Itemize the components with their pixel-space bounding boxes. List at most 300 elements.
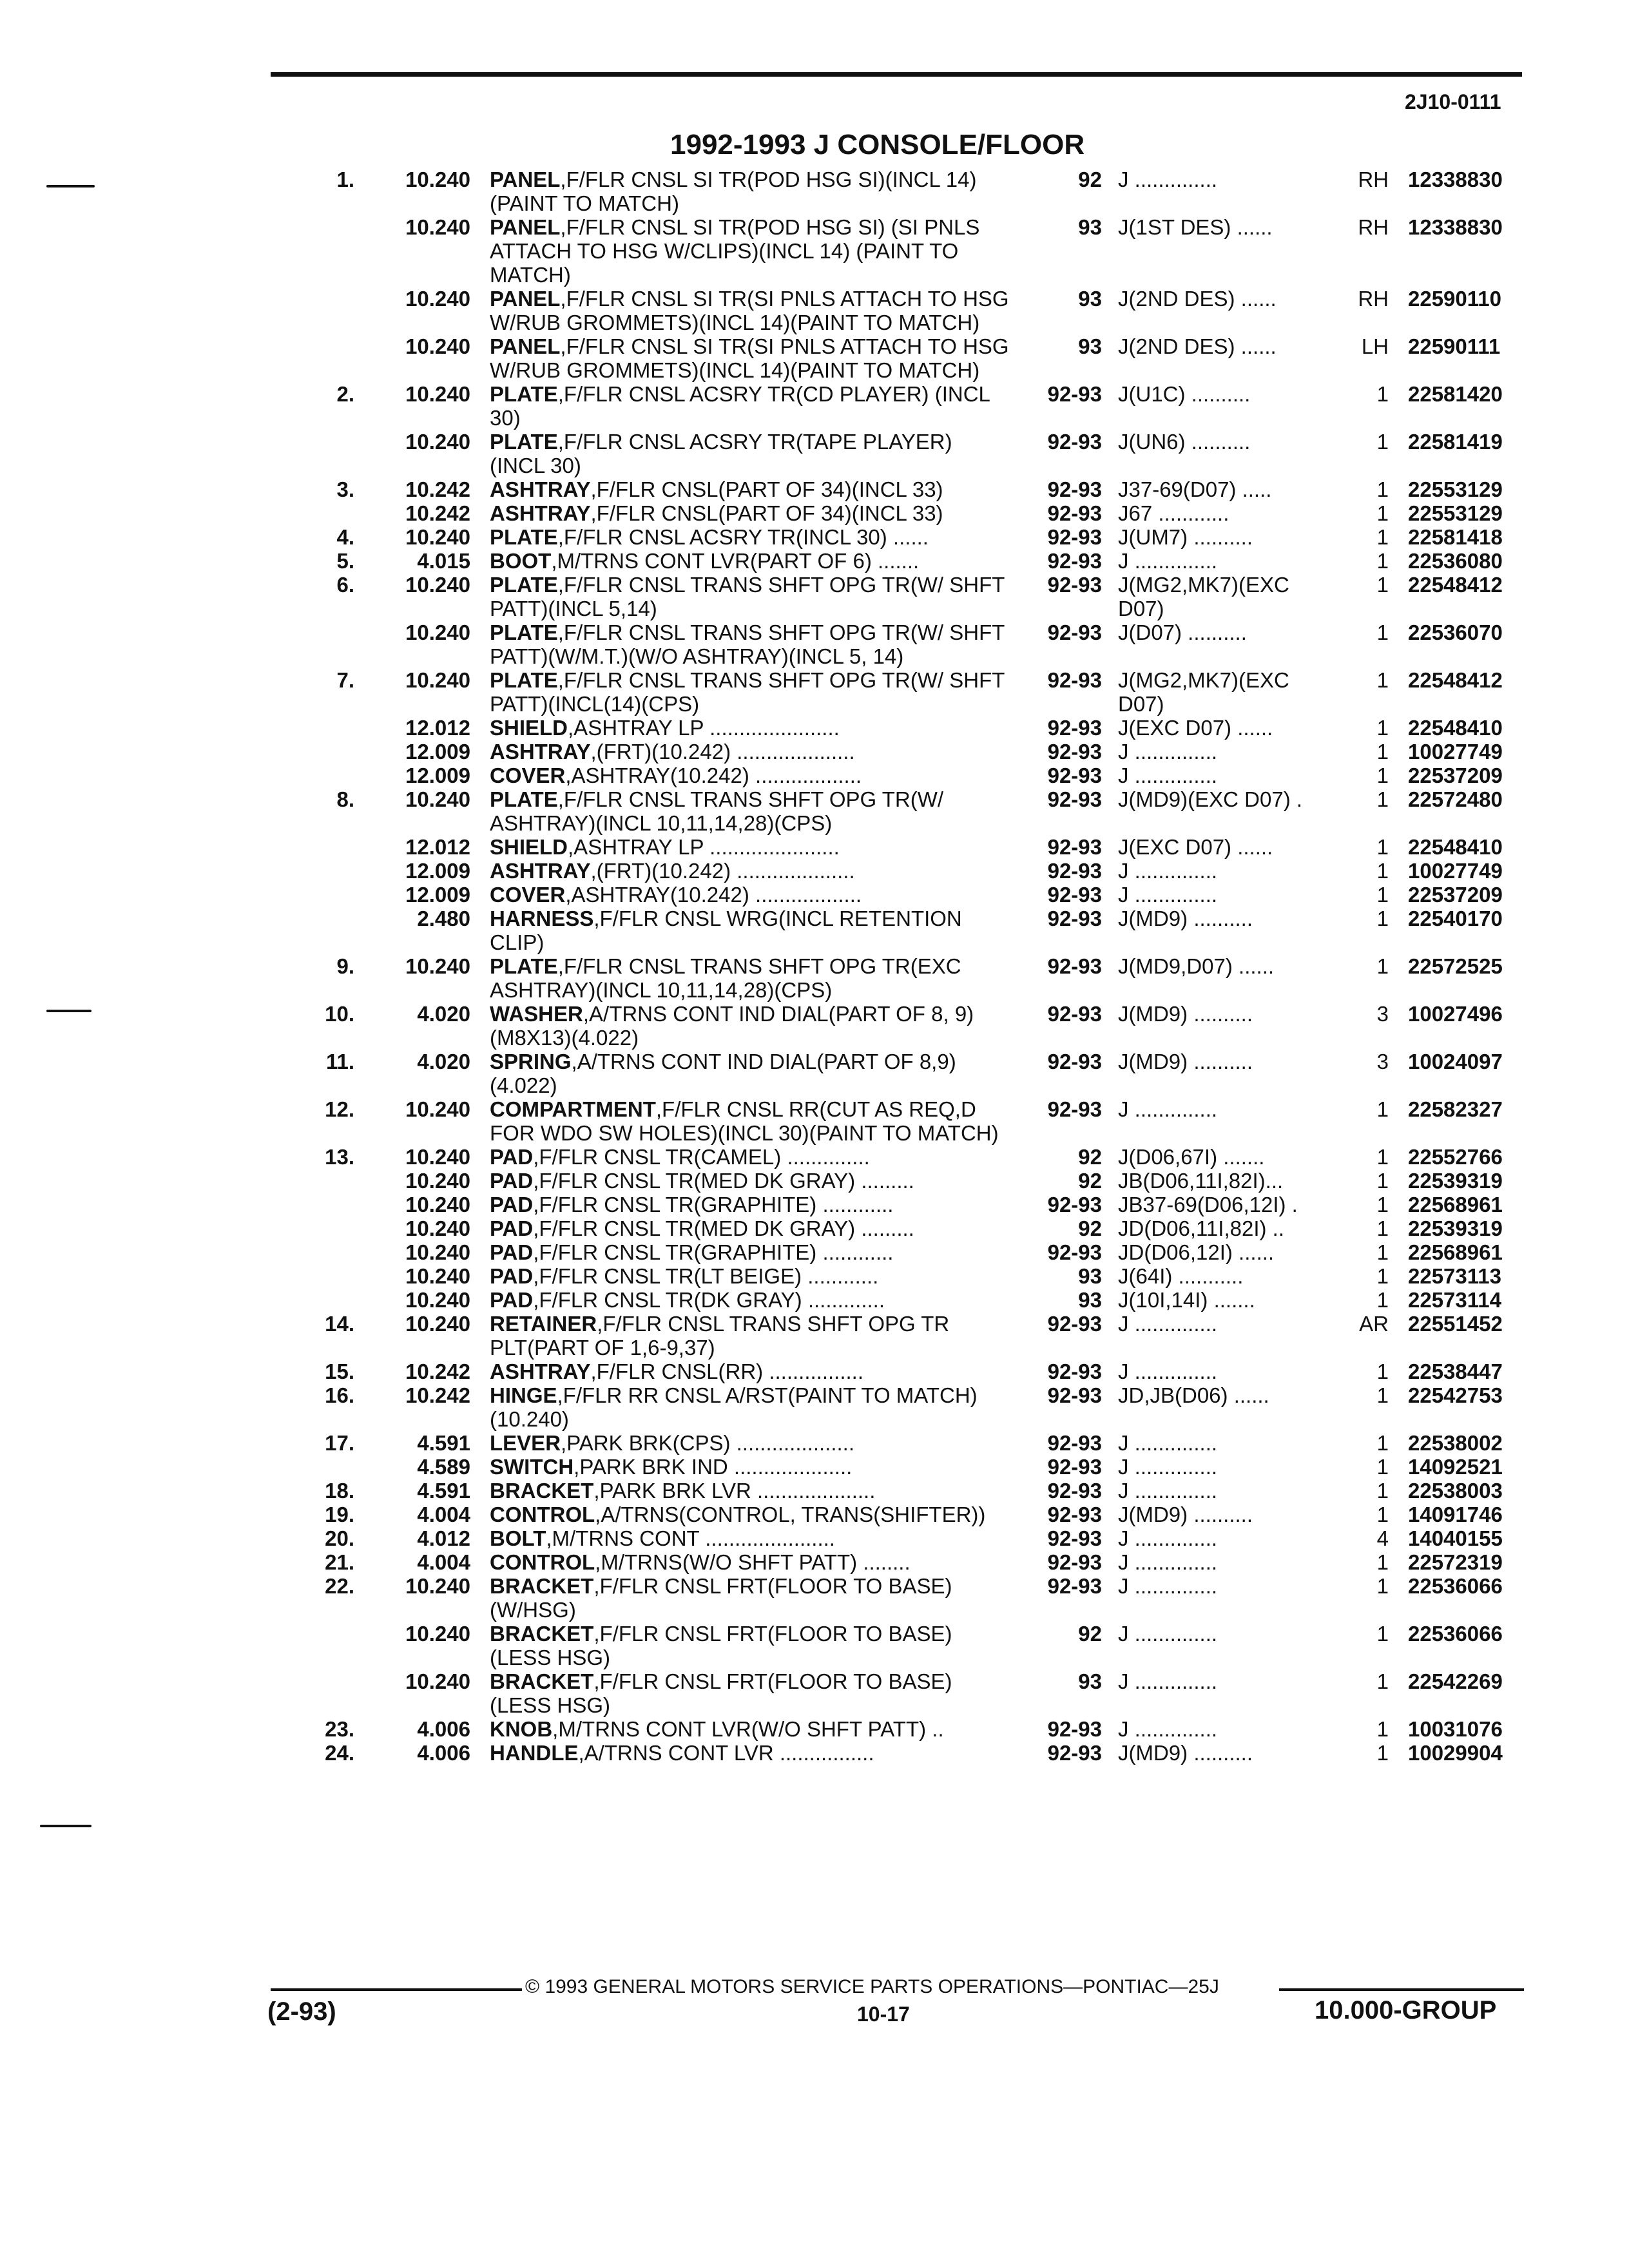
part-number: 22548412 (1408, 573, 1503, 597)
model-year: 92-93 (1047, 668, 1102, 692)
part-number: 12338830 (1408, 168, 1503, 191)
part-number: 22539319 (1408, 1169, 1503, 1193)
part-description (490, 382, 1012, 430)
model-year: 92-93 (1047, 740, 1102, 764)
part-number: 22553129 (1408, 501, 1503, 525)
part-number: 22590110 (1408, 287, 1502, 311)
part-description (490, 1169, 1012, 1193)
part-number: 22539319 (1408, 1216, 1503, 1240)
model-code: J(D07) .......... (1118, 620, 1247, 644)
part-description (490, 1741, 1012, 1765)
model-code: J(MD9) .......... (1118, 1050, 1253, 1073)
part-row (0, 1669, 1629, 1717)
part-detail: ,F/FLR CNSL WRG(INCL RETENTION CLIP) (490, 907, 962, 954)
part-row (0, 501, 1629, 525)
model-code: J .............. (1118, 1360, 1218, 1383)
model-year: 92-93 (1047, 907, 1102, 930)
quantity: 1 (1376, 1145, 1389, 1169)
part-name: CONTROL (490, 1550, 595, 1574)
quantity: 1 (1376, 1455, 1389, 1479)
model-code: J(MD9) .......... (1118, 1503, 1253, 1526)
part-description (490, 1002, 1012, 1050)
part-name: BRACKET (490, 1574, 594, 1598)
part-name: PLATE (490, 430, 558, 454)
quantity: 1 (1376, 1288, 1389, 1312)
part-name: WASHER (490, 1002, 583, 1026)
model-code: J(2ND DES) ...... (1118, 287, 1277, 311)
part-description (490, 1360, 1012, 1383)
quantity: 1 (1376, 716, 1389, 740)
group-number: 12.012 (405, 716, 470, 740)
part-description (490, 501, 1012, 525)
part-number: 22590111 (1408, 334, 1501, 358)
group-number: 10.240 (405, 215, 470, 239)
part-row (0, 716, 1629, 740)
quantity: 1 (1376, 835, 1389, 859)
part-number: 22573114 (1408, 1288, 1502, 1312)
group-number: 4.020 (417, 1002, 470, 1026)
part-name: BRACKET (490, 1479, 594, 1503)
model-code: J(MG2,MK7)(EXC D07) (1118, 668, 1289, 716)
part-detail: ,F/FLR CNSL TRANS SHFT OPG TR(W/ SHFT PATT)(INCL 5,14) (490, 573, 1005, 620)
model-year: 92 (1078, 168, 1102, 191)
model-code: J(MG2,MK7)(EXC D07) (1118, 573, 1289, 620)
part-description (490, 1431, 1012, 1455)
model-year: 92-93 (1047, 1550, 1102, 1574)
model-code: JB37-69(D06,12I) . (1118, 1193, 1298, 1216)
ref-number: 21. (325, 1550, 354, 1574)
part-description (490, 215, 1012, 287)
ref-number: 2. (336, 382, 354, 406)
part-name: BRACKET (490, 1622, 594, 1646)
quantity: 1 (1376, 954, 1389, 978)
part-detail: ,M/TRNS CONT ...................... (546, 1526, 835, 1550)
part-description (490, 430, 1012, 477)
part-number: 10027749 (1408, 859, 1503, 883)
part-detail: ,F/FLR CNSL ACSRY TR(INCL 30) ...... (557, 525, 929, 549)
part-number: 22582327 (1408, 1097, 1503, 1121)
quantity: 1 (1376, 1383, 1389, 1407)
quantity: 1 (1376, 1669, 1389, 1693)
part-row (0, 1360, 1629, 1383)
group-number: 10.240 (405, 382, 470, 406)
part-number: 12338830 (1408, 215, 1503, 239)
quantity: 1 (1376, 573, 1389, 597)
part-number: 22538003 (1408, 1479, 1503, 1503)
part-row (0, 1526, 1629, 1550)
part-number: 22538002 (1408, 1431, 1503, 1455)
part-number: 22581419 (1408, 430, 1503, 454)
part-row (0, 430, 1629, 477)
quantity: RH (1358, 287, 1389, 311)
model-year: 93 (1078, 334, 1102, 358)
part-detail: ,A/TRNS CONT LVR ................ (578, 1741, 874, 1765)
model-year: 92-93 (1047, 1431, 1102, 1455)
part-number: 22536066 (1408, 1622, 1503, 1646)
quantity: 1 (1376, 382, 1389, 406)
part-number: 22553129 (1408, 477, 1503, 501)
model-code: J .............. (1118, 1479, 1218, 1503)
model-year: 92 (1078, 1145, 1102, 1169)
model-code: J .............. (1118, 1097, 1218, 1121)
part-detail: ,F/FLR CNSL SI TR(POD HSG SI)(INCL 14)(PAINT TO MATCH) (490, 168, 977, 215)
part-detail: ,PARK BRK(CPS) .................... (561, 1431, 855, 1455)
quantity: LH (1361, 334, 1389, 358)
group-number: 10.240 (405, 525, 470, 549)
model-code: J .............. (1118, 1312, 1218, 1336)
part-detail: ,F/FLR CNSL SI TR(POD HSG SI) (SI PNLS ATTACH TO HSG W/CLIPS)(INCL 14) (PAINT TO MATCH) (490, 215, 980, 287)
quantity: 1 (1376, 501, 1389, 525)
group-number: 10.240 (405, 1097, 470, 1121)
part-detail: ,A/TRNS CONT IND DIAL(PART OF 8,9) (4.022) (490, 1050, 956, 1097)
ref-number: 23. (325, 1717, 354, 1741)
part-description (490, 1050, 1012, 1097)
model-code: J .............. (1118, 549, 1218, 573)
ref-number: 7. (336, 668, 354, 692)
part-detail: ,(FRT)(10.242) .................... (590, 740, 855, 764)
model-year: 92-93 (1047, 716, 1102, 740)
model-year: 92-93 (1047, 382, 1102, 406)
group-number: 10.242 (405, 1360, 470, 1383)
part-detail: ,F/FLR CNSL TR(MED DK GRAY) ......... (533, 1169, 914, 1193)
part-description (490, 1526, 1012, 1550)
part-number: 22581418 (1408, 525, 1503, 549)
part-detail: ,F/FLR CNSL TR(MED DK GRAY) ......... (533, 1216, 914, 1240)
model-code: J .............. (1118, 1717, 1218, 1741)
part-name: BRACKET (490, 1669, 594, 1693)
part-description (490, 1216, 1012, 1240)
part-row (0, 1097, 1629, 1145)
quantity: 1 (1376, 1264, 1389, 1288)
ref-number: 9. (336, 954, 354, 978)
part-detail: ,PARK BRK IND .................... (574, 1455, 853, 1479)
part-number: 10027749 (1408, 740, 1503, 764)
group-number: 10.240 (405, 1574, 470, 1598)
part-name: COMPARTMENT (490, 1097, 656, 1121)
model-year: 92-93 (1047, 859, 1102, 883)
quantity: 1 (1376, 740, 1389, 764)
model-year: 92-93 (1047, 1479, 1102, 1503)
model-code: JB(D06,11I,82I)... (1118, 1169, 1284, 1193)
model-year: 92-93 (1047, 1002, 1102, 1026)
part-name: PAD (490, 1145, 534, 1169)
model-code: J(2ND DES) ...... (1118, 334, 1277, 358)
quantity: 1 (1376, 787, 1389, 811)
margin-mark (40, 1825, 92, 1827)
part-description (490, 835, 1012, 859)
group-number: 10.242 (405, 501, 470, 525)
quantity: 1 (1376, 1431, 1389, 1455)
part-name: SWITCH (490, 1455, 574, 1479)
part-description (490, 1288, 1012, 1312)
ref-number: 10. (325, 1002, 354, 1026)
ref-number: 1. (336, 168, 354, 191)
part-row (0, 334, 1629, 382)
ref-number: 20. (325, 1526, 354, 1550)
quantity: 1 (1376, 1240, 1389, 1264)
group-number: 10.242 (405, 477, 470, 501)
part-name: LEVER (490, 1431, 561, 1455)
part-name: PAD (490, 1169, 534, 1193)
model-code: J .............. (1118, 1526, 1218, 1550)
group-number: 4.012 (417, 1526, 470, 1550)
part-row (0, 1431, 1629, 1455)
quantity: 1 (1376, 477, 1389, 501)
model-year: 92 (1078, 1216, 1102, 1240)
part-row (0, 1479, 1629, 1503)
model-year: 92-93 (1047, 477, 1102, 501)
part-name: BOLT (490, 1526, 546, 1550)
part-row (0, 1050, 1629, 1097)
group-label: 10.000-GROUP (1315, 1996, 1497, 2024)
group-number: 4.006 (417, 1717, 470, 1741)
group-number: 10.240 (405, 668, 470, 692)
model-code: J(1ST DES) ...... (1118, 215, 1273, 239)
part-description (490, 1097, 1012, 1145)
part-name: PLATE (490, 382, 558, 406)
part-number: 10024097 (1408, 1050, 1503, 1073)
part-name: PAD (490, 1288, 534, 1312)
model-code: J .............. (1118, 1669, 1218, 1693)
part-name: PLATE (490, 525, 558, 549)
part-number: 14091746 (1408, 1503, 1503, 1526)
part-row (0, 1312, 1629, 1360)
model-year: 92-93 (1047, 764, 1102, 787)
part-description (490, 1574, 1012, 1622)
part-name: ASHTRAY (490, 740, 591, 764)
part-description (490, 954, 1012, 1002)
model-year: 93 (1078, 1288, 1102, 1312)
part-row (0, 1455, 1629, 1479)
quantity: 1 (1376, 1622, 1389, 1646)
part-detail: ,F/FLR CNSL TRANS SHFT OPG TR(W/ SHFT PATT)(W/M.T.)(W/O ASHTRAY)(INCL 5, 14) (490, 620, 1005, 668)
group-number: 4.591 (417, 1479, 470, 1503)
model-year: 92-93 (1047, 1312, 1102, 1336)
model-code: JD(D06,11I,82I) .. (1118, 1216, 1284, 1240)
part-number: 22573113 (1408, 1264, 1502, 1288)
group-number: 2.480 (417, 907, 470, 930)
part-row (0, 1216, 1629, 1240)
part-description (490, 1240, 1012, 1264)
part-detail: ,F/FLR RR CNSL A/RST(PAINT TO MATCH)(10.240) (490, 1383, 978, 1431)
part-description (490, 525, 1012, 549)
group-number: 10.240 (405, 954, 470, 978)
model-code: J .............. (1118, 1455, 1218, 1479)
model-year: 92-93 (1047, 1193, 1102, 1216)
part-name: CONTROL (490, 1503, 595, 1526)
doc-code: 2J10-0111 (1405, 90, 1501, 113)
quantity: 1 (1376, 1550, 1389, 1574)
part-detail: ,F/FLR CNSL RR(CUT AS REQ,D FOR WDO SW HOLES)(INCL 30)(PAINT TO MATCH) (490, 1097, 999, 1145)
model-code: J .............. (1118, 1622, 1218, 1646)
quantity: 1 (1376, 1741, 1389, 1765)
part-detail: ,F/FLR CNSL TRANS SHFT OPG TR(EXC ASHTRAY)(INCL 10,11,14,28)(CPS) (490, 954, 961, 1002)
part-name: SHIELD (490, 716, 568, 740)
group-number: 12.009 (405, 764, 470, 787)
part-detail: ,ASHTRAY(10.242) .................. (565, 764, 862, 787)
quantity: AR (1359, 1312, 1389, 1336)
model-code: J(EXC D07) ...... (1118, 835, 1273, 859)
model-code: J(64I) ........... (1118, 1264, 1244, 1288)
part-row (0, 620, 1629, 668)
part-number: 22548410 (1408, 716, 1503, 740)
model-year: 93 (1078, 215, 1102, 239)
model-code: JD(D06,12I) ...... (1118, 1240, 1275, 1264)
part-number: 22572525 (1408, 954, 1503, 978)
group-number: 12.009 (405, 859, 470, 883)
ref-number: 6. (336, 573, 354, 597)
part-number: 22536070 (1408, 620, 1503, 644)
part-number: 22581420 (1408, 382, 1503, 406)
model-code: J(10I,14I) ....... (1118, 1288, 1255, 1312)
part-row (0, 1550, 1629, 1574)
part-name: BOOT (490, 549, 552, 573)
part-detail: ,M/TRNS(W/O SHFT PATT) ........ (595, 1550, 911, 1574)
group-number: 4.589 (417, 1455, 470, 1479)
group-number: 10.240 (405, 1312, 470, 1336)
part-detail: ,F/FLR CNSL(PART OF 34)(INCL 33) (590, 477, 943, 501)
model-year: 92 (1078, 1169, 1102, 1193)
group-number: 10.240 (405, 287, 470, 311)
group-number: 12.012 (405, 835, 470, 859)
date-code: (2-93) (267, 1997, 336, 2026)
model-year: 93 (1078, 1669, 1102, 1693)
quantity: 1 (1376, 859, 1389, 883)
model-code: J .............. (1118, 883, 1218, 907)
part-row (0, 787, 1629, 835)
quantity: 1 (1376, 1360, 1389, 1383)
group-number: 10.240 (405, 1669, 470, 1693)
part-description (490, 1455, 1012, 1479)
part-description (490, 549, 1012, 573)
part-row (0, 1145, 1629, 1169)
part-description (490, 764, 1012, 787)
model-code: J(EXC D07) ...... (1118, 716, 1273, 740)
part-row (0, 215, 1629, 287)
footer-rule (1279, 1988, 1524, 1991)
part-detail: ,F/FLR CNSL TRANS SHFT OPG TR PLT(PART OF 1,6-9,37) (490, 1312, 950, 1360)
model-year: 92 (1078, 1622, 1102, 1646)
part-name: COVER (490, 883, 566, 907)
part-detail: ,A/TRNS CONT IND DIAL(PART OF 8, 9)(M8X13)(4.022) (490, 1002, 974, 1050)
ref-number: 13. (325, 1145, 354, 1169)
quantity: 1 (1376, 1216, 1389, 1240)
group-number: 10.240 (405, 620, 470, 644)
model-year: 92-93 (1047, 501, 1102, 525)
model-year: 93 (1078, 287, 1102, 311)
quantity: 1 (1376, 764, 1389, 787)
part-description (490, 168, 1012, 215)
part-name: PLATE (490, 573, 558, 597)
quantity: 3 (1376, 1002, 1389, 1026)
model-year: 92-93 (1047, 883, 1102, 907)
model-year: 93 (1078, 1264, 1102, 1288)
part-row (0, 1240, 1629, 1264)
part-detail: ,A/TRNS(CONTROL, TRANS(SHIFTER)) (595, 1503, 986, 1526)
group-number: 10.240 (405, 1169, 470, 1193)
model-code: J .............. (1118, 1431, 1218, 1455)
part-detail: ,F/FLR CNSL TR(CAMEL) .............. (533, 1145, 870, 1169)
model-year: 92-93 (1047, 1455, 1102, 1479)
model-year: 92-93 (1047, 1503, 1102, 1526)
part-description (490, 1669, 1012, 1717)
part-description (490, 1145, 1012, 1169)
ref-number: 16. (325, 1383, 354, 1407)
part-description (490, 859, 1012, 883)
part-description (490, 1503, 1012, 1526)
part-name: PLATE (490, 787, 558, 811)
part-number: 22572480 (1408, 787, 1503, 811)
part-row (0, 168, 1629, 215)
model-year: 92-93 (1047, 1526, 1102, 1550)
part-detail: ,F/FLR CNSL(PART OF 34)(INCL 33) (590, 501, 943, 525)
group-number: 12.009 (405, 740, 470, 764)
part-number: 22568961 (1408, 1193, 1503, 1216)
ref-number: 8. (336, 787, 354, 811)
part-number: 22568961 (1408, 1240, 1503, 1264)
ref-number: 24. (325, 1741, 354, 1765)
group-number: 10.240 (405, 334, 470, 358)
part-row (0, 382, 1629, 430)
part-description (490, 1717, 1012, 1741)
group-number: 10.240 (405, 1240, 470, 1264)
part-name: HARNESS (490, 907, 594, 930)
model-year: 92-93 (1047, 1360, 1102, 1383)
ref-number: 14. (325, 1312, 354, 1336)
quantity: 1 (1376, 430, 1389, 454)
part-name: PLATE (490, 620, 558, 644)
part-detail: ,ASHTRAY LP ...................... (568, 716, 840, 740)
part-name: ASHTRAY (490, 477, 591, 501)
part-row (0, 549, 1629, 573)
part-description (490, 1383, 1012, 1431)
group-number: 10.240 (405, 1145, 470, 1169)
part-description (490, 907, 1012, 954)
part-detail: ,F/FLR CNSL TR(GRAPHITE) ............ (533, 1240, 894, 1264)
group-number: 10.240 (405, 1193, 470, 1216)
model-year: 92-93 (1047, 1741, 1102, 1765)
model-code: J(MD9) .......... (1118, 1002, 1253, 1026)
quantity: 1 (1376, 525, 1389, 549)
model-code: J(MD9) .......... (1118, 1741, 1253, 1765)
quantity: 1 (1376, 1193, 1389, 1216)
part-detail: ,F/FLR CNSL(RR) ................ (590, 1360, 864, 1383)
part-name: ASHTRAY (490, 501, 591, 525)
copyright-line: © 1993 GENERAL MOTORS SERVICE PARTS OPERATIONS—PONTIAC—25J (525, 1976, 1219, 1997)
part-number: 10029904 (1408, 1741, 1503, 1765)
part-description (490, 716, 1012, 740)
group-number: 4.020 (417, 1050, 470, 1073)
group-number: 10.240 (405, 1216, 470, 1240)
model-code: JD,JB(D06) ...... (1118, 1383, 1269, 1407)
part-row (0, 1741, 1629, 1765)
group-number: 4.004 (417, 1550, 470, 1574)
quantity: 1 (1376, 1169, 1389, 1193)
ref-number: 18. (325, 1479, 354, 1503)
part-number: 22548410 (1408, 835, 1503, 859)
model-year: 92-93 (1047, 1240, 1102, 1264)
ref-number: 19. (325, 1503, 354, 1526)
part-row (0, 525, 1629, 549)
part-description (490, 1312, 1012, 1360)
model-code: J .............. (1118, 168, 1218, 191)
part-detail: ,F/FLR CNSL TRANS SHFT OPG TR(W/ ASHTRAY)(INCL 10,11,14,28)(CPS) (490, 787, 944, 835)
part-row (0, 740, 1629, 764)
model-code: J .............. (1118, 1574, 1218, 1598)
quantity: 1 (1376, 1717, 1389, 1741)
group-number: 10.240 (405, 1288, 470, 1312)
part-row (0, 1503, 1629, 1526)
